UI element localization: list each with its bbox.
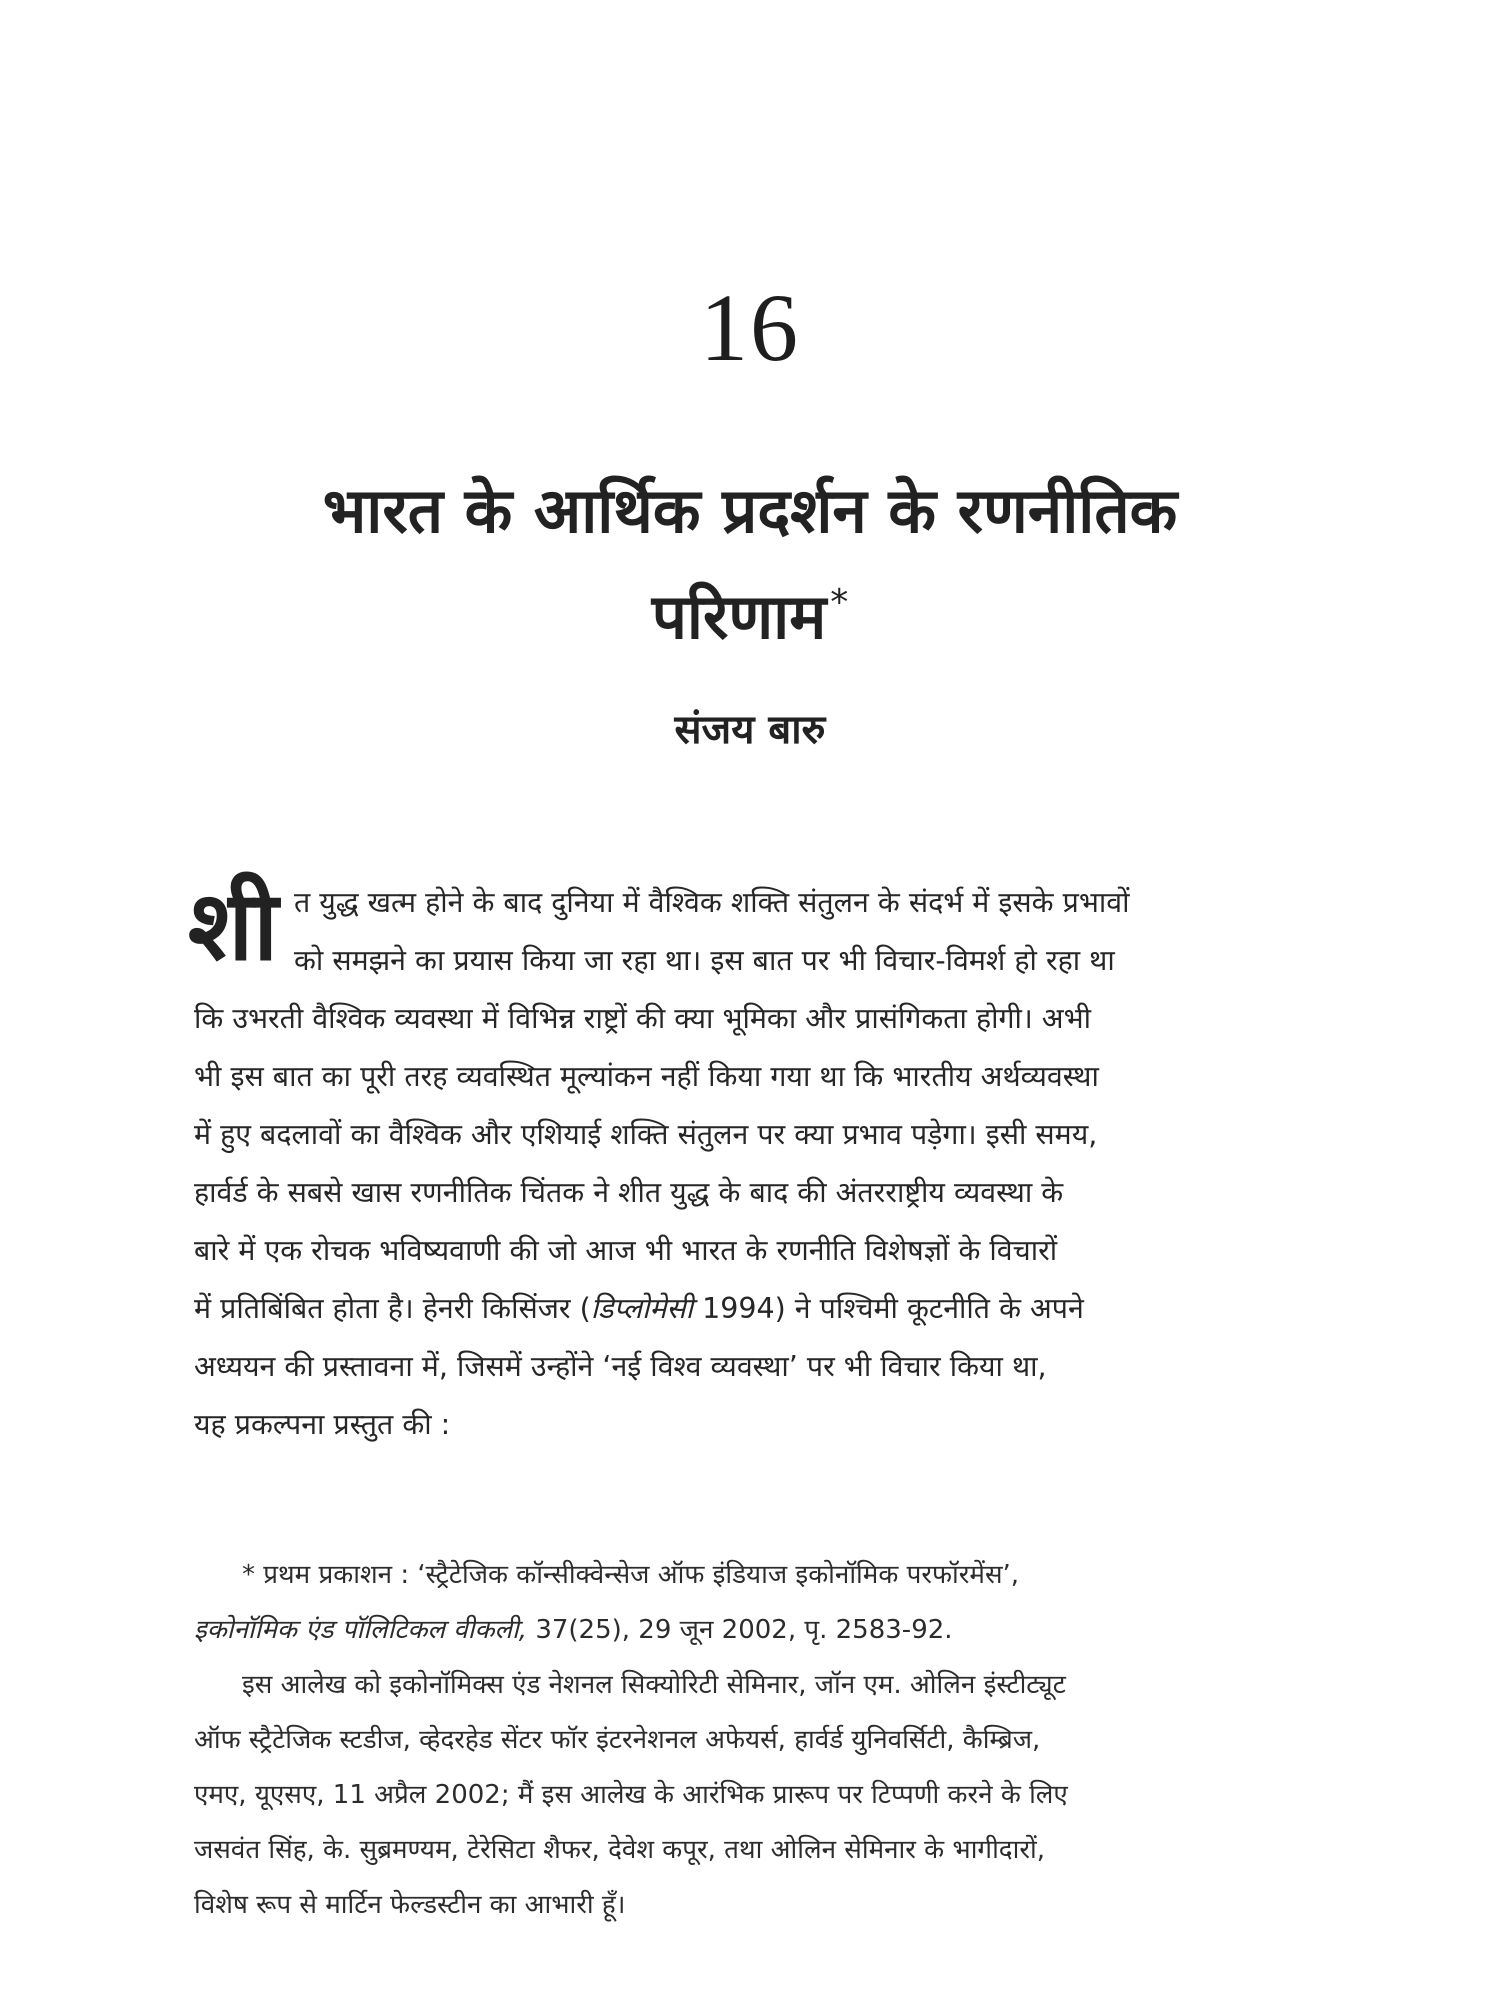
drop-cap: शी (188, 870, 279, 982)
footnote-2-line-2: ऑफ स्ट्रैटेजिक स्टडीज, व्हेदरहेड सेंटर फॉर इंटरनेशनल अफेयर्स, हार्वर्ड युनिवर्सिटी, कैम्ब्रिज, (194, 1725, 1041, 1755)
body-line-3: कि उभरती वैश्विक व्यवस्था में विभिन्न राष्ट्रों की क्या भूमिका और प्रासंगिकता होगी। अभी (194, 1002, 1091, 1035)
body-line-7: बारे में एक रोचक भविष्यवाणी की जो आज भी भारत के रणनीति विशेषज्ञों के विचारों (194, 1234, 1058, 1267)
footnote-2-line-4: जसवंत सिंह, के. सुब्रमण्यम, टेरेसिटा शैफर, देवेश कपूर, तथा ओलिन सेमिनार के भागीदारों, (194, 1835, 1045, 1865)
body-line-4: भी इस बात का पूरी तरह व्यवस्थित मूल्यांकन नहीं किया गया था कि भारतीय अर्थव्यवस्था (194, 1060, 1099, 1093)
footnote-2-line-1: इस आलेख को इकोनॉमिक्स एंड नेशनल सिक्योरिटी सेमिनार, जॉन एम. ओलिन इंस्टीट्यूट (242, 1670, 1066, 1700)
chapter-title-line-1: भारत के आर्थिक प्रदर्शन के रणनीतिक (322, 474, 1178, 547)
chapter-number: 16 (700, 274, 800, 381)
body-line-8-pre: में प्रतिबिंबित होता है। हेनरी किसिंजर ( (194, 1292, 591, 1325)
footnote-1-citation: 37(25), 29 जून 2002, पृ. 2583-92. (527, 1615, 953, 1645)
body-line-6: हार्वर्ड के सबसे खास रणनीतिक चिंतक ने शीत युद्ध के बाद की अंतरराष्ट्रीय व्यवस्था के (194, 1176, 1064, 1209)
body-line-8-post: 1994) ने पश्चिमी कूटनीति के अपने (693, 1292, 1084, 1325)
chapter-title-line-2-text: परिणाम (651, 580, 827, 653)
body-line-2: को समझने का प्रयास किया जा रहा था। इस बात पर भी विचार-विमर्श हो रहा था (294, 944, 1115, 977)
chapter-title (150, 458, 1350, 670)
body-line-8 (194, 1280, 1334, 1338)
footnote-marker: * (830, 582, 849, 623)
body-line-1: त युद्ध खत्म होने के बाद दुनिया में वैश्विक शक्ति संतुलन के संदर्भ में इसके प्रभावों (294, 886, 1130, 919)
body-line-10: यह प्रकल्पना प्रस्तुत की : (194, 1408, 451, 1441)
body-line-5: में हुए बदलावों का वैश्विक और एशियाई शक्ति संतुलन पर क्या प्रभाव पड़ेगा। इसी समय, (194, 1118, 1098, 1151)
journal-title: इकोनॉमिक एंड पॉलिटिकल वीकली, (194, 1615, 528, 1645)
author-name: संजय बारु (674, 707, 826, 753)
footnote-1-line-2 (194, 1603, 1334, 1658)
chapter-title-line-2 (150, 564, 1350, 670)
body-paragraph (188, 870, 1334, 1454)
footnote-2-line-5: विशेष रूप से मार्टिन फेल्डस्टीन का आभारी हूँ। (194, 1890, 626, 1920)
footnote-2-line-3: एमए, यूएसए, 11 अप्रैल 2002; मैं इस आलेख के आरंभिक प्रारूप पर टिप्पणी करने के लिए (194, 1780, 1068, 1810)
footnotes (194, 1548, 1334, 1933)
body-line-9: अध्ययन की प्रस्तावना में, जिसमें उन्होंने ‘नई विश्व व्यवस्था’ पर भी विचार किया था, (194, 1350, 1047, 1383)
footnote-1-line-1: * प्रथम प्रकाशन : ‘स्ट्रैटेजिक कॉन्सीक्वेन्सेज ऑफ इंडियाज इकोनॉमिक परफॉरमेंस’, (242, 1560, 1020, 1590)
book-title-diplomacy: डिप्लोमेसी (590, 1292, 694, 1325)
